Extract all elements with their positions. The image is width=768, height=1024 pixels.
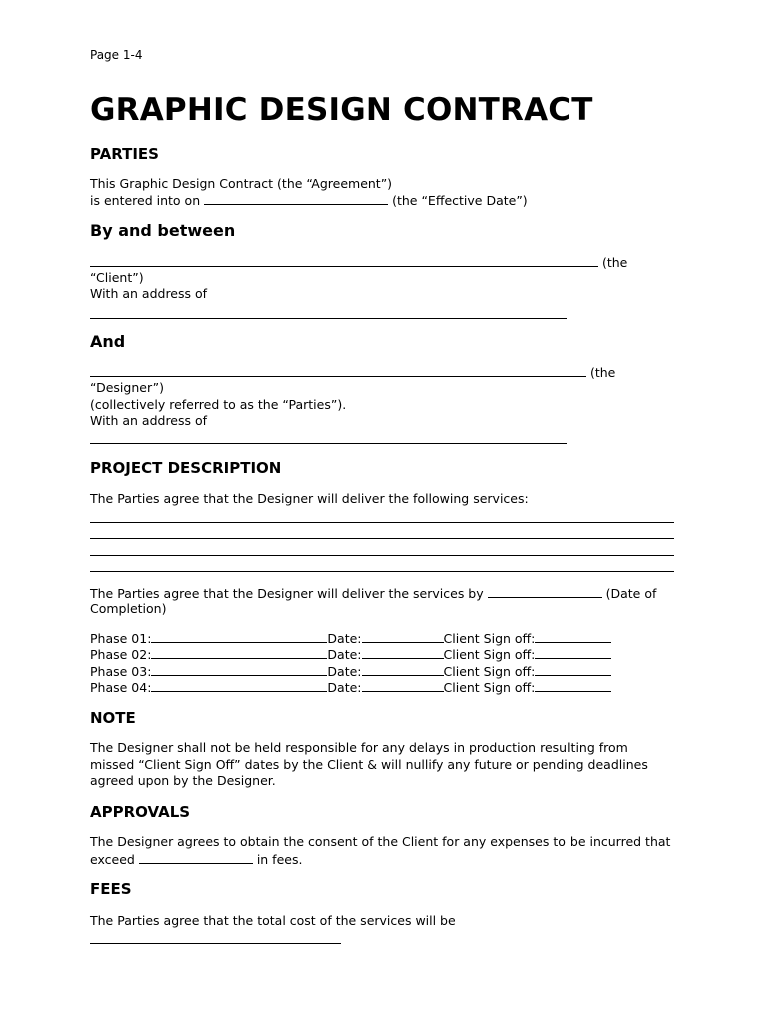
parties-line-2-suffix: (the “Effective Date”) — [392, 193, 528, 208]
fees-heading: FEES — [90, 880, 132, 898]
phase-row — [90, 663, 611, 681]
document-title: GRAPHIC DESIGN CONTRACT — [90, 92, 593, 128]
phase-row — [90, 679, 611, 697]
phase-date-label: Date: — [327, 664, 362, 679]
phase-row — [90, 646, 611, 664]
note-heading: NOTE — [90, 709, 136, 727]
services-blank-2[interactable] — [90, 538, 674, 539]
services-blank-4[interactable] — [90, 571, 674, 572]
approvals-heading: APPROVALS — [90, 803, 191, 821]
phase-blank[interactable] — [151, 646, 327, 659]
effective-date-blank[interactable] — [204, 192, 388, 205]
note-line-1: The Designer shall not be held responsible for any delays in production resulting from — [90, 740, 628, 755]
phase-signoff-label: Client Sign off: — [443, 680, 536, 695]
phase-signoff-blank[interactable] — [535, 630, 611, 643]
phase-row — [90, 630, 611, 648]
deliver-by-suffix: (Date of — [605, 586, 657, 601]
deliver-by-line-2: Completion) — [90, 601, 167, 616]
phase-label: Phase 04: — [90, 680, 152, 695]
phase-signoff-blank[interactable] — [535, 663, 611, 676]
phase-blank[interactable] — [151, 630, 327, 643]
services-blank-3[interactable] — [90, 555, 674, 556]
approvals-line-2 — [90, 851, 302, 869]
phase-date-label: Date: — [327, 680, 362, 695]
client-name-line — [90, 254, 627, 272]
fees-line-1: The Parties agree that the total cost of the services will be — [90, 913, 456, 928]
designer-name-blank[interactable] — [90, 364, 586, 377]
designer-suffix: (the — [589, 365, 616, 380]
parties-line-2 — [90, 192, 528, 210]
phase-label: Phase 01: — [90, 631, 152, 646]
phase-date-label: Date: — [327, 631, 362, 646]
phase-signoff-label: Client Sign off: — [443, 631, 536, 646]
parties-heading: PARTIES — [90, 145, 159, 163]
phase-date-label: Date: — [327, 647, 362, 662]
services-intro: The Parties agree that the Designer will deliver the following services: — [90, 491, 529, 506]
approvals-line-2-prefix: exceed — [90, 852, 135, 867]
phase-blank[interactable] — [151, 679, 327, 692]
phase-date-blank[interactable] — [362, 630, 444, 643]
client-name-blank[interactable] — [90, 254, 598, 267]
phase-signoff-label: Client Sign off: — [443, 664, 536, 679]
client-suffix: (the — [601, 255, 628, 270]
parties-line-1: This Graphic Design Contract (the “Agreement”) — [90, 176, 393, 191]
phase-date-blank[interactable] — [362, 646, 444, 659]
phase-blank[interactable] — [151, 663, 327, 676]
designer-address-label: With an address of — [90, 413, 208, 428]
note-line-3: agreed upon by the Designer. — [90, 773, 276, 788]
designer-label: “Designer”) — [90, 380, 164, 395]
total-cost-blank[interactable] — [90, 943, 341, 944]
designer-name-line — [90, 364, 615, 382]
designer-address-blank[interactable] — [90, 443, 567, 444]
and-heading: And — [90, 332, 126, 351]
client-address-blank[interactable] — [90, 318, 567, 319]
approvals-line-2-suffix: in fees. — [256, 852, 303, 867]
client-label: “Client”) — [90, 270, 144, 285]
phase-signoff-label: Client Sign off: — [443, 647, 536, 662]
phase-date-blank[interactable] — [362, 679, 444, 692]
phase-label: Phase 02: — [90, 647, 152, 662]
completion-date-blank[interactable] — [488, 585, 602, 598]
project-description-heading: PROJECT DESCRIPTION — [90, 459, 282, 477]
phase-label: Phase 03: — [90, 664, 152, 679]
phase-date-blank[interactable] — [362, 663, 444, 676]
deliver-by-line — [90, 585, 656, 603]
phase-signoff-blank[interactable] — [535, 679, 611, 692]
phase-signoff-blank[interactable] — [535, 646, 611, 659]
page-number: Page 1-4 — [90, 48, 143, 62]
note-line-2: missed “Client Sign Off” dates by the Client & will nullify any future or pending deadlines — [90, 757, 648, 772]
collective-label: (collectively referred to as the “Parties”). — [90, 397, 347, 412]
parties-line-2-prefix: is entered into on — [90, 193, 201, 208]
by-and-between-heading: By and between — [90, 221, 236, 240]
client-address-label: With an address of — [90, 286, 208, 301]
expense-limit-blank[interactable] — [139, 851, 253, 864]
approvals-line-1: The Designer agrees to obtain the consent of the Client for any expenses to be incurred that — [90, 834, 671, 849]
services-blank-1[interactable] — [90, 522, 674, 523]
deliver-by-prefix: The Parties agree that the Designer will deliver the services by — [90, 586, 484, 601]
